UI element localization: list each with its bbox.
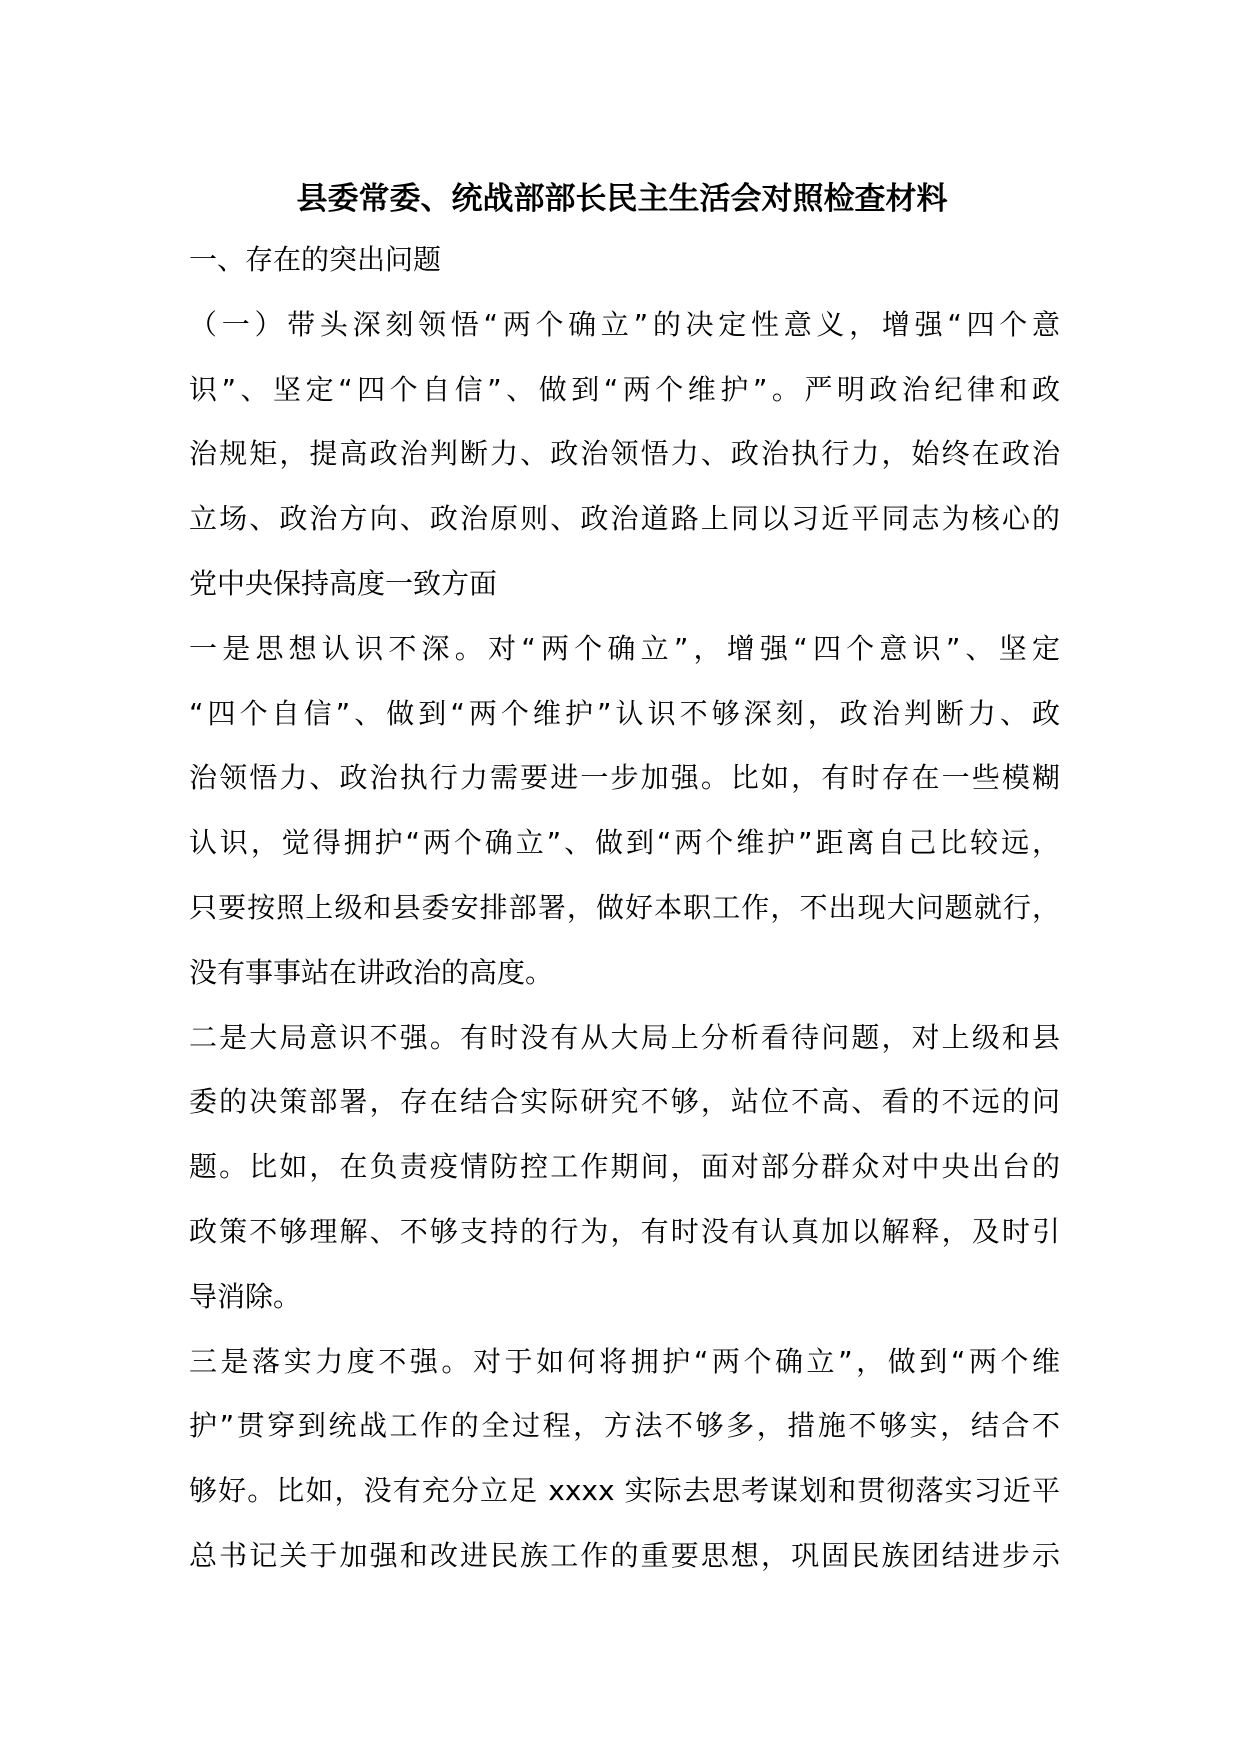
text-line: 治领悟力、政治执行力需要进一步加强。比如，有时存在一些模糊: [189, 761, 1060, 795]
text-line: 一、存在的突出问题: [189, 243, 442, 276]
text-line: 委的决策部署，存在结合实际研究不够，站位不高、看的不远的问: [189, 1085, 1060, 1119]
text-line: 总书记关于加强和改进民族工作的重要思想，巩固民族团结进步示: [189, 1538, 1060, 1572]
paragraph: [189, 293, 1060, 617]
text-line: 题。比如，在负责疫情防控工作期间，面对部分群众对中央出台的: [189, 1150, 1060, 1184]
section-heading: [189, 228, 1060, 293]
text-line: 识”、坚定“四个自信”、做到“两个维护”。严明政治纪律和政: [189, 372, 1060, 406]
paragraph: [189, 1006, 1060, 1330]
text-line: 只要按照上级和县委安排部署，做好本职工作，不出现大问题就行，: [189, 890, 1060, 924]
text-line: 立场、政治方向、政治原则、政治道路上同以习近平同志为核心的: [189, 502, 1060, 536]
text-line: 护”贯穿到统战工作的全过程，方法不够多，措施不够实，结合不: [189, 1409, 1060, 1443]
document-body: [189, 228, 1060, 1589]
paragraph: [189, 617, 1060, 1006]
document-title: 县委常委、统战部部长民主生活会对照检查材料: [296, 181, 948, 217]
text-line: 二是大局意识不强。有时没有从大局上分析看待问题，对上级和县: [189, 1020, 1060, 1054]
text-line: （一）带头深刻领悟“两个确立”的决定性意义，增强“四个意: [189, 307, 1060, 341]
text-line: 一是思想认识不深。对“两个确立”，增强“四个意识”、坚定: [189, 631, 1060, 665]
text-line: 政策不够理解、不够支持的行为，有时没有认真加以解释，及时引: [189, 1214, 1060, 1248]
text-line: 导消除。: [189, 1279, 302, 1313]
text-line: 三是落实力度不强。对于如何将拥护“两个确立”，做到“两个维: [189, 1344, 1060, 1378]
text-line: 治规矩，提高政治判断力、政治领悟力、政治执行力，始终在政治: [189, 437, 1060, 471]
text-line: 没有事事站在讲政治的高度。: [189, 955, 554, 989]
text-line: 党中央保持高度一致方面: [189, 566, 498, 600]
text-line: 认识，觉得拥护“两个确立”、做到“两个维护”距离自己比较远，: [189, 826, 1060, 860]
paragraph: [189, 1330, 1060, 1589]
text-line: 够好。比如，没有充分立足 xxxx 实际去思考谋划和贯彻落实习近平: [189, 1474, 1060, 1508]
text-line: “四个自信”、做到“两个维护”认识不够深刻，政治判断力、政: [189, 696, 1060, 730]
